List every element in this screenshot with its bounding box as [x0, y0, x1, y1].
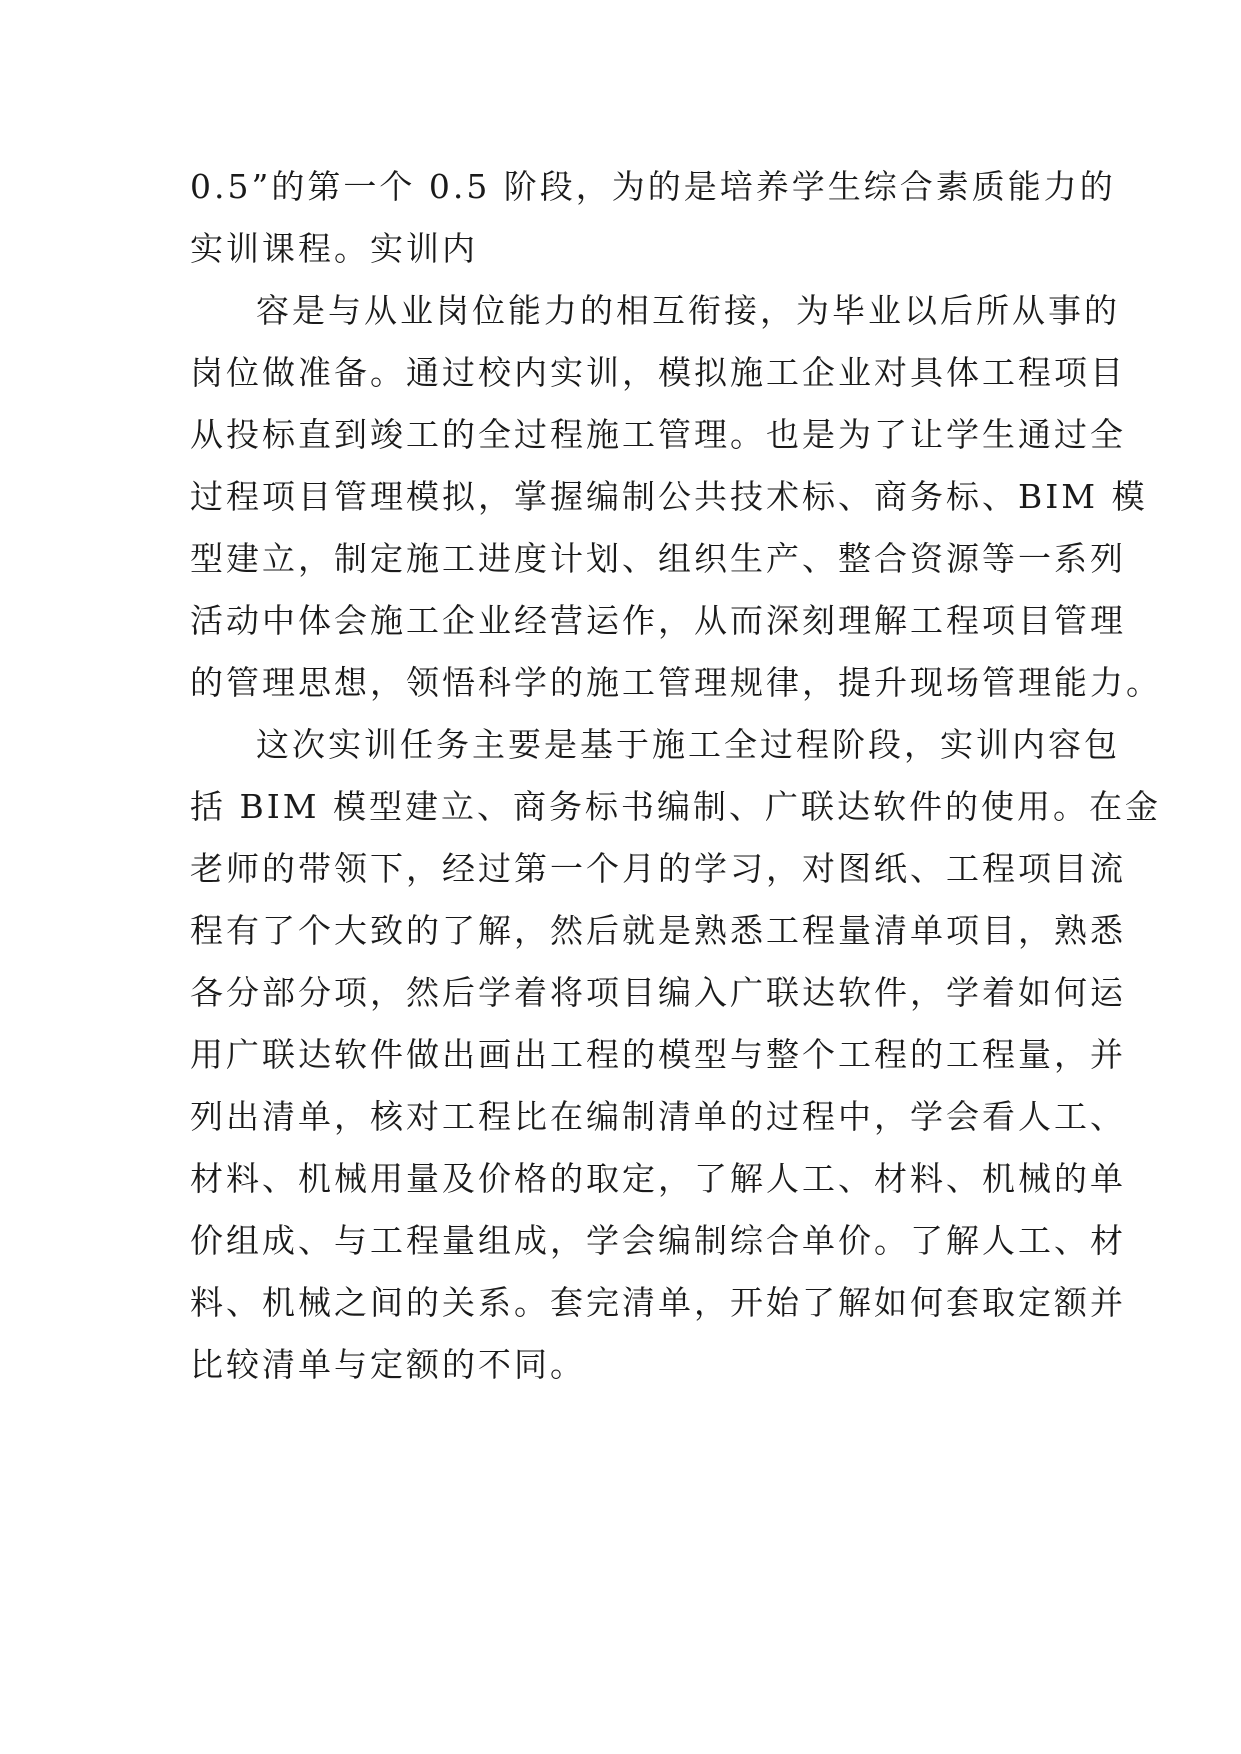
text-line: 型建立，制定施工进度计划、组织生产、整合资源等一系列	[190, 539, 1126, 578]
text-line: 活动中体会施工企业经营运作，从而深刻理解工程项目管理	[190, 601, 1126, 640]
text-line: 从投标直到竣工的全过程施工管理。也是为了让学生通过全	[190, 415, 1126, 454]
text-line: 材料、机械用量及价格的取定，了解人工、材料、机械的单	[190, 1159, 1126, 1198]
text-line: 0.5”的第一个 0.5 阶段，为的是培养学生综合素质能力的	[190, 167, 1116, 206]
body-text	[190, 156, 1162, 1396]
text-line: 岗位做准备。通过校内实训，模拟施工企业对具体工程项目	[190, 353, 1126, 392]
text-line: 老师的带领下，经过第一个月的学习，对图纸、工程项目流	[190, 849, 1126, 888]
text-line: 实训课程。实训内	[190, 229, 478, 268]
text-line: 比较清单与定额的不同。	[190, 1345, 586, 1384]
text-line: 用广联达软件做出画出工程的模型与整个工程的工程量，并	[190, 1035, 1126, 1074]
text-line: 过程项目管理模拟，掌握编制公共技术标、商务标、BIM 模	[190, 477, 1148, 516]
text-line: 容是与从业岗位能力的相互衔接，为毕业以后所从事的	[256, 291, 1120, 330]
text-line: 的管理思想，领悟科学的施工管理规律，提升现场管理能力。	[190, 663, 1162, 702]
text-line: 价组成、与工程量组成，学会编制综合单价。了解人工、材	[190, 1221, 1126, 1260]
text-line: 列出清单，核对工程比在编制清单的过程中，学会看人工、	[190, 1097, 1126, 1136]
text-line: 料、机械之间的关系。套完清单，开始了解如何套取定额并	[190, 1283, 1126, 1322]
text-line: 括 BIM 模型建立、商务标书编制、广联达软件的使用。在金	[190, 787, 1162, 826]
text-line: 程有了个大致的了解，然后就是熟悉工程量清单项目，熟悉	[190, 911, 1126, 950]
text-line: 各分部分项，然后学着将项目编入广联达软件，学着如何运	[190, 973, 1126, 1012]
text-line: 这次实训任务主要是基于施工全过程阶段，实训内容包	[256, 725, 1120, 764]
